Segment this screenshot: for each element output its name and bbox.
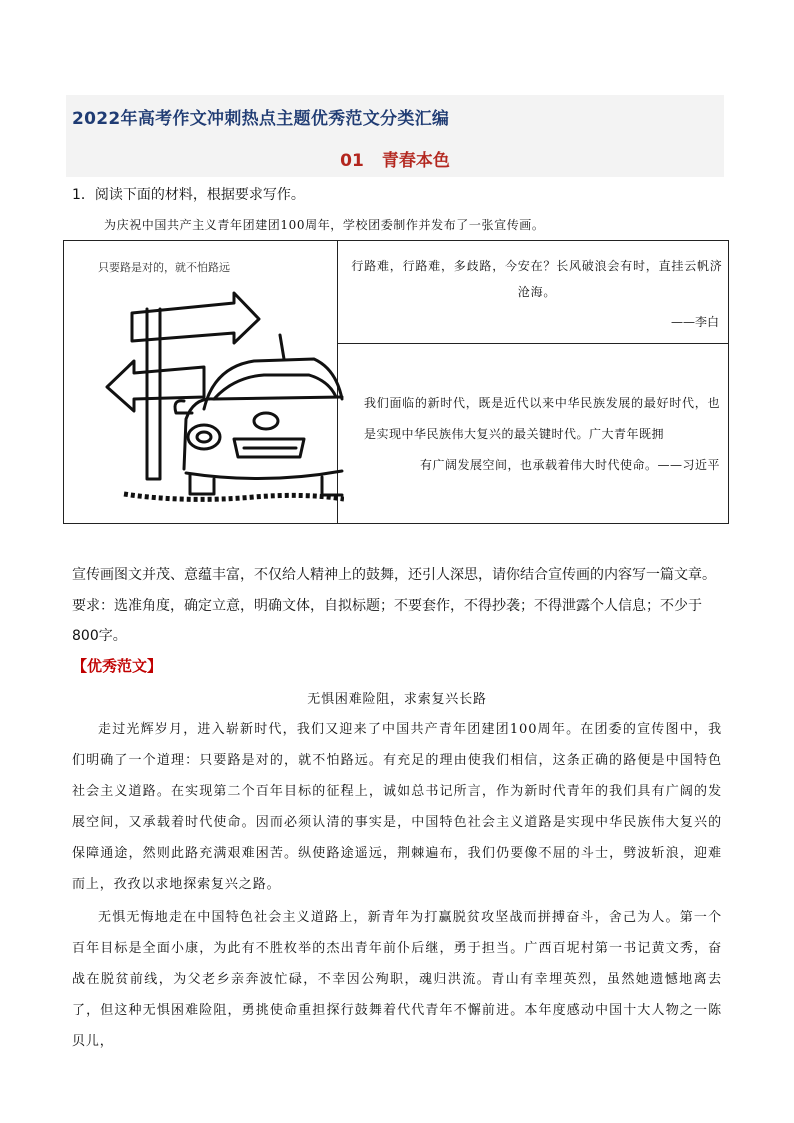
xi-quote xyxy=(364,388,720,481)
prompt-paragraph-1: 宣传画图文并茂、意蕴丰富，不仅给人精神上的鼓舞，还引人深思，请你结合宣传画的内容写一篇文章。 xyxy=(72,567,716,583)
xi-quote-last: 有广阔发展空间，也承载着伟大时代使命。——习近平 xyxy=(419,458,720,472)
essay-paragraph-2: 无惧无悔地走在中国特色社会主义道路上，新青年为打赢脱贫攻坚战而拼搏奋斗，舍己为人。第一个百年目标是全面小康，为此有不胜枚举的杰出青年前仆后继，勇于担当。广西百坭村第一书记黄文秀，奋战在脱贫前线，为父老乡亲奔波忙碌，不幸因公殉职，魂归洪流。青山有幸埋英烈，虽然她遗憾地离去了，但这种无惧困难险阻，勇挑使命重担探行鼓舞着代代青年不懈前进。本年度感动中国十大人物之一陈贝儿， xyxy=(72,910,722,1049)
chapter-title: 青春本色 xyxy=(381,151,450,171)
sample-label: 【优秀范文】 xyxy=(72,657,163,675)
document-title: 2022年高考作文冲刺热点主题优秀范文分类汇编 xyxy=(72,109,450,129)
header-banner xyxy=(66,95,724,177)
signpost-car-illustration xyxy=(104,289,344,514)
poster-divider-horizontal xyxy=(337,343,728,344)
chapter-number: 01 xyxy=(340,151,364,171)
poster-caption: 只要路是对的，就不怕路远 xyxy=(98,261,230,274)
prompt-paragraph-2: 要求：选准角度，确定立意，明确文体，自拟标题；不要套作，不得抄袭；不得泄露个人信息；不少于 800字。 xyxy=(72,598,702,644)
essay-paragraph-1: 走过光辉岁月，进入崭新时代，我们又迎来了中国共产青年团建团100周年。在团委的宣传图中，我们明确了一个道理：只要路是对的，就不怕路远。有充足的理由使我们相信，这条正确的路便是中国特色社会主义道路。在实现第二个百年目标的征程上，诚如总书记所言，作为新时代青年的我们具有广阔的发展空间，又承载着时代使命。因而必须认清的事实是，中国特色社会主义道路是实现中华民族伟大复兴的保障通途，然则此路充满艰难困苦。纵使路途遥远，荆棘遍布，我们仍要像不屈的斗士，劈波斩浪，迎难而上，孜孜以求地探索复兴之路。 xyxy=(72,722,722,892)
essay-title: 无惧困难险阻，求索复兴长路 xyxy=(307,692,487,707)
question-intro: 为庆祝中国共产主义青年团建团100周年，学校团委制作并发布了一张宣传画。 xyxy=(104,218,545,232)
xi-quote-main: 我们面临的新时代，既是近代以来中华民族发展的最好时代，也是实现中华民族伟大复兴的最关键时代。广大青年既拥 xyxy=(364,396,720,441)
question-line: 1．阅读下面的材料，根据要求写作。 xyxy=(72,187,305,203)
chapter-heading xyxy=(66,146,724,171)
li-bai-poem: 行路难，行路难，多歧路，今安在？长风破浪会有时，直挂云帆济沧海。 xyxy=(351,259,723,299)
poster-box xyxy=(63,240,729,524)
li-bai-author: ——李白 xyxy=(670,315,719,329)
